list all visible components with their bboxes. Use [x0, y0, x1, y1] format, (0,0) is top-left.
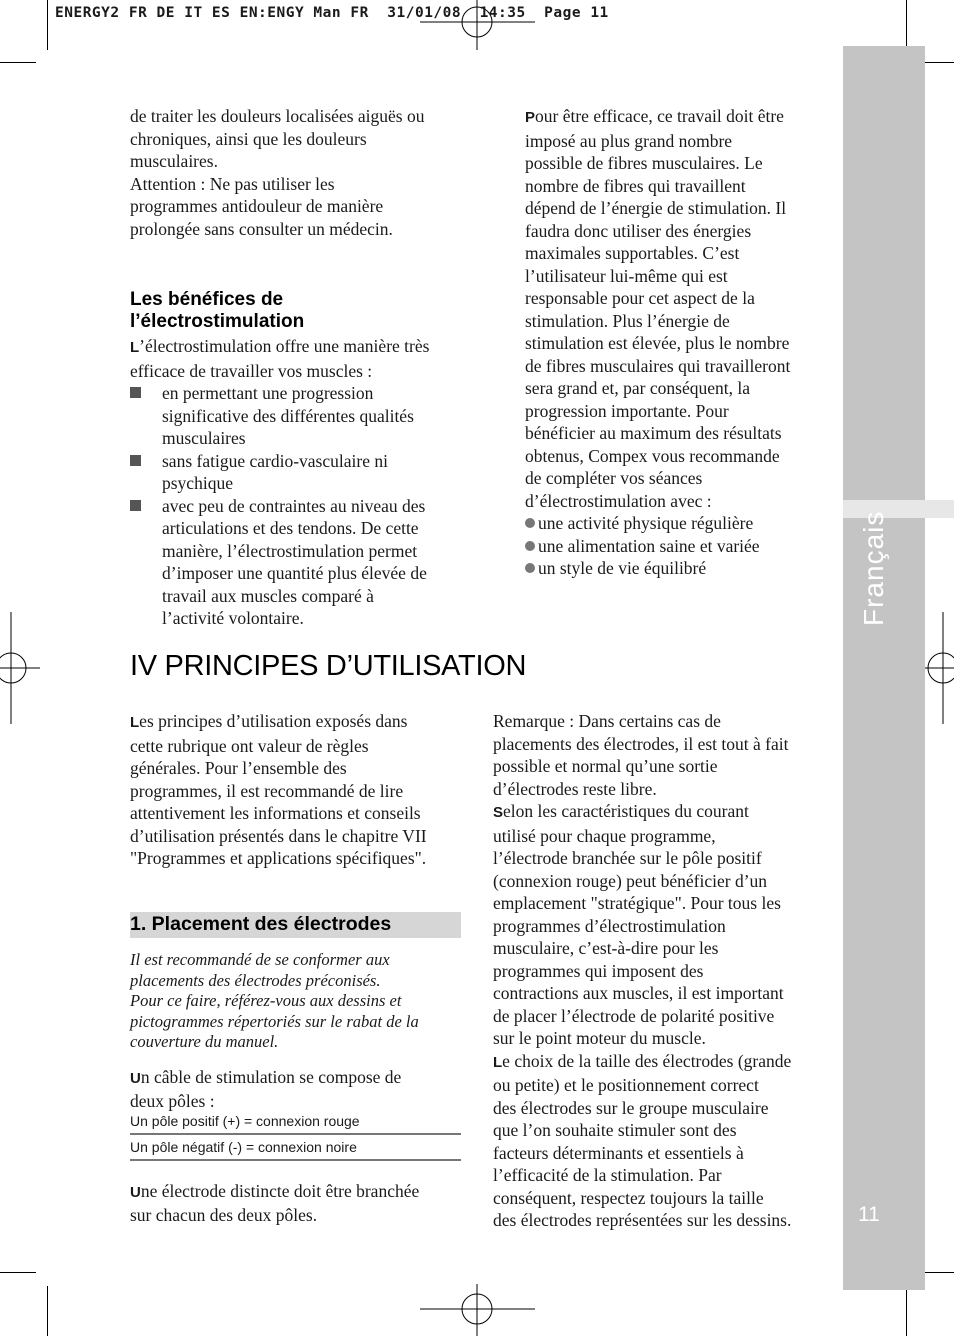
- registration-mark-bottom: [420, 1284, 535, 1336]
- text-line: possible et normal qu’une sortie: [493, 756, 718, 776]
- text-span: ’électrostimulation offre une manière très: [139, 336, 430, 356]
- text-line: facteurs déterminants et essentiels à: [493, 1142, 744, 1163]
- polarity-paragraph: [493, 800, 833, 1050]
- round-bullet-icon: [525, 518, 535, 528]
- text-line: pictogrammes répertoriés sur le rabat de la: [130, 1011, 419, 1031]
- text-line: [130, 335, 470, 360]
- text-line: ou petite) et le positionnement correct: [493, 1075, 759, 1095]
- benefits-bullet-list: [130, 382, 470, 630]
- text-line: sera grand et, par conséquent, la: [525, 378, 750, 398]
- intro-paragraph: [130, 105, 470, 240]
- text-line: Attention : Ne pas utiliser les: [130, 173, 335, 194]
- text-line: programmes qui imposent des: [493, 960, 704, 981]
- placement-note: [130, 950, 470, 1053]
- text-line: l’électrode branchée sur le pôle positif: [493, 848, 762, 868]
- text-line: stimulation. Plus l’énergie de: [525, 310, 730, 331]
- text-line: psychique: [162, 473, 233, 493]
- text-line: d’électrostimulation avec :: [525, 490, 712, 511]
- text-line: maximales supportables. C’est: [525, 243, 740, 263]
- text-line: que l’on souhaite stimuler sont des: [493, 1120, 737, 1140]
- text-line: programmes, il est recommandé de lire: [130, 780, 404, 801]
- text-line: programmes antidouleur de manière: [130, 196, 384, 216]
- text-line: responsable pour cet aspect de la: [525, 288, 755, 308]
- dot-item: [525, 535, 830, 558]
- text-line: l’activité volontaire.: [162, 608, 304, 628]
- text-line: sur le point moteur du muscle.: [493, 1028, 706, 1048]
- text-line: l’utilisateur lui-même qui est: [525, 265, 728, 286]
- text-line: d’imposer une quantité plus élevée de: [162, 563, 427, 583]
- dot-item: [525, 512, 830, 535]
- text-line: Il est recommandé de se conformer aux: [130, 950, 390, 969]
- drop-cap: U: [130, 1183, 141, 1201]
- drop-cap: L: [130, 714, 140, 731]
- text-line: imposé au plus grand nombre: [525, 130, 733, 151]
- text-line: contractions aux muscles, il est important: [493, 983, 784, 1003]
- left-column-top: [130, 105, 470, 630]
- text-line: faudra donc utiliser des énergies: [525, 220, 752, 241]
- registration-mark-left: [0, 612, 40, 724]
- text-line: conséquent, respectez toujours la taille: [493, 1187, 764, 1208]
- bullet-item: [130, 450, 470, 495]
- text-line: articulations et des tendons. De cette: [162, 518, 419, 538]
- dot-item-text: une alimentation saine et variée: [538, 535, 760, 556]
- dot-item: [525, 557, 830, 580]
- square-bullet-icon: [130, 455, 141, 466]
- text-line: possible de fibres musculaires. Le: [525, 153, 763, 173]
- text-line: [130, 1066, 470, 1091]
- text-line: musculaire, c’est-à-dire pour les: [493, 938, 719, 958]
- round-bullet-icon: [525, 563, 535, 573]
- text-line: obtenus, Compex vous recommande: [525, 445, 780, 466]
- benefits-title-line: Les bénéfices de: [130, 289, 284, 310]
- text-line: (connexion rouge) peut bénéficier d’un: [493, 870, 768, 891]
- text-line: [130, 710, 470, 735]
- text-line: dépend de l’énergie de stimulation. Il: [525, 198, 787, 218]
- text-line: [130, 1180, 470, 1205]
- text-line: emplacement "stratégique". Pour tous les: [493, 893, 781, 913]
- text-line: nombre de fibres qui travaillent: [525, 175, 746, 196]
- text-span: elon les caractéristiques du courant: [503, 801, 749, 821]
- text-line: sans fatigue cardio-vasculaire ni: [162, 450, 388, 471]
- text-line: Pour ce faire, référez-vous aux dessins et: [130, 991, 402, 1010]
- text-line: [493, 800, 833, 825]
- text-line: chroniques, ainsi que les douleurs: [130, 128, 367, 149]
- text-line: travail aux muscles comparé à: [162, 585, 374, 606]
- language-text: Français: [858, 510, 889, 626]
- bullet-item: [130, 382, 470, 450]
- drop-cap: L: [493, 1053, 503, 1071]
- text-line: Remarque : Dans certains cas de: [493, 711, 721, 731]
- text-line: [525, 105, 830, 130]
- benefits-title-line: l’électrostimulation: [130, 311, 305, 332]
- text-line: de placer l’électrode de polarité positive: [493, 1005, 775, 1026]
- square-bullet-icon: [130, 387, 141, 398]
- text-span: e choix de la taille des électrodes (grande: [502, 1050, 792, 1071]
- text-line: des électrodes représentées sur les dessins.: [493, 1210, 792, 1230]
- round-bullet-icon: [525, 541, 535, 551]
- text-line: couverture du manuel.: [130, 1032, 279, 1051]
- benefits-title: [130, 289, 470, 333]
- pole-row: Un pôle positif (+) = connexion rouge: [130, 1113, 461, 1135]
- principles-paragraph: [130, 710, 470, 870]
- text-line: attentivement les informations et conseils: [130, 803, 421, 823]
- cable-paragraph: [130, 1066, 470, 1113]
- text-line: de traiter les douleurs localisées aiguës ou: [130, 106, 425, 126]
- text-span: ne électrode distincte doit être branchée: [140, 1180, 420, 1201]
- left-column-bottom: [130, 710, 470, 1227]
- text-line: musculaires.: [130, 151, 218, 171]
- dot-item-text: un style de vie équilibré: [538, 558, 707, 578]
- text-span: our être efficace, ce travail doit être: [535, 106, 784, 126]
- text-line: l’efficacité de la stimulation. Par: [493, 1165, 722, 1185]
- text-line: utilisé pour chaque programme,: [493, 825, 716, 846]
- text-line: significative des différentes qualités: [162, 405, 414, 426]
- text-span: es principes d’utilisation exposés dans: [139, 711, 408, 731]
- text-line: cette rubrique ont valeur de règles: [130, 735, 369, 756]
- square-bullet-icon: [130, 500, 141, 511]
- text-line: programmes d’électrostimulation: [493, 915, 726, 936]
- remark-paragraph: [493, 710, 833, 800]
- page-number: 11: [858, 1203, 880, 1226]
- text-line: d’électrodes reste libre.: [493, 778, 657, 799]
- drop-cap: P: [525, 109, 536, 126]
- placement-section-title: 1. Placement des électrodes: [130, 912, 461, 939]
- text-line: d’utilisation présentés dans le chapitre VII: [130, 825, 427, 846]
- text-line: sur chacun des deux pôles.: [130, 1205, 318, 1225]
- print-slug-line: ENERGY2 FR DE IT ES EN:ENGY Man FR 31/01/08 14:35 Page 11: [55, 5, 609, 21]
- chapter-title: IV PRINCIPES D’UTILISATION: [130, 650, 527, 682]
- text-line: avec peu de contraintes au niveau des: [162, 495, 426, 516]
- text-line: placements des électrodes, il est tout à fait: [493, 733, 789, 754]
- text-line: stimulation est élevée, plus le nombre: [525, 333, 790, 353]
- pole-row: Un pôle négatif (-) = connexion noire: [130, 1139, 461, 1161]
- drop-cap: L: [130, 339, 140, 356]
- text-line: musculaires: [162, 428, 246, 448]
- text-line: générales. Pour l’ensemble des: [130, 758, 347, 778]
- text-line: [493, 1050, 833, 1075]
- language-sidebar: [843, 46, 925, 1290]
- size-paragraph: [493, 1050, 833, 1232]
- text-line: "Programmes et applications spécifiques".: [130, 848, 427, 868]
- text-line: des électrodes sur le groupe musculaire: [493, 1097, 769, 1118]
- text-line: de fibres musculaires qui travailleront: [525, 355, 791, 376]
- text-line: deux pôles :: [130, 1091, 215, 1111]
- drop-cap: S: [493, 804, 504, 821]
- text-span: n câble de stimulation se compose de: [140, 1066, 402, 1087]
- text-line: bénéficier au maximum des résultats: [525, 423, 782, 443]
- right-column-top: [525, 105, 830, 580]
- benefits-paragraph: [130, 335, 470, 382]
- electrode-paragraph: [130, 1180, 470, 1227]
- drop-cap: U: [130, 1069, 141, 1087]
- text-line: efficace de travailler vos muscles :: [130, 360, 373, 381]
- text-line: de compléter vos séances: [525, 468, 703, 488]
- text-line: placements des électrodes préconisés.: [130, 970, 381, 990]
- text-line: prolongée sans consulter un médecin.: [130, 218, 393, 239]
- bullet-item: [130, 495, 470, 630]
- right-column-bottom: [493, 710, 833, 1232]
- dot-list: [525, 512, 830, 580]
- text-line: en permettant une progression: [162, 383, 374, 403]
- pole-table: [130, 1113, 461, 1161]
- text-line: manière, l’électrostimulation permet: [162, 540, 418, 561]
- text-line: progression importante. Pour: [525, 400, 729, 421]
- dot-item-text: une activité physique régulière: [538, 513, 754, 533]
- language-label: [858, 510, 898, 640]
